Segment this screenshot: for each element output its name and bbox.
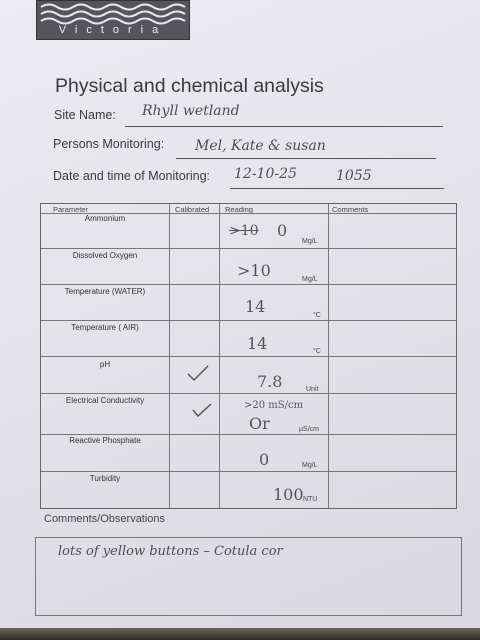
row-divider — [41, 356, 456, 357]
reading-electrical-conductivity[interactable]: >20 mS/cm — [244, 400, 304, 411]
unit-ph: Unit — [306, 386, 319, 393]
row-divider — [41, 284, 456, 285]
unit-reactive-phosphate: Mg/L — [302, 462, 318, 469]
unit-turbidity: NTU — [303, 496, 318, 503]
param-ammonium: Ammonium — [84, 214, 126, 223]
time-value[interactable]: 1055 — [336, 168, 372, 184]
reading-ammonium[interactable]: 0 — [277, 221, 288, 240]
unit-electrical-conductivity: µS/cm — [299, 426, 319, 433]
form-title: Physical and chemical analysis — [55, 75, 324, 97]
reading-dissolved-oxygen[interactable]: >10 — [237, 261, 271, 280]
row-divider — [41, 471, 456, 472]
param-turbidity: Turbidity — [89, 474, 121, 483]
unit-dissolved-oxygen: Mg/L — [302, 276, 318, 283]
reading-temperature-air[interactable]: 14 — [247, 334, 268, 353]
comments-value[interactable]: lots of yellow buttons – Cotula cor — [58, 544, 283, 559]
site-name-value[interactable]: Rhyll wetland — [142, 103, 240, 119]
analysis-table — [40, 203, 457, 509]
row-divider — [41, 393, 456, 394]
row-divider — [41, 248, 456, 249]
site-name-line — [125, 126, 443, 127]
param-temperature-air: Temperature ( AIR) — [71, 323, 139, 332]
persons-label: Persons Monitoring: — [53, 137, 165, 151]
persons-value[interactable]: Mel, Kate & susan — [195, 138, 326, 154]
unit-temperature-water: °C — [313, 312, 321, 319]
reading-reactive-phosphate[interactable]: 0 — [259, 450, 270, 469]
comments-label: Comments/Observations — [44, 513, 166, 525]
logo-text: Victoria — [58, 24, 168, 36]
header-comments: Comments — [332, 205, 369, 214]
param-ph: pH — [99, 360, 111, 369]
reading-ph[interactable]: 7.8 — [257, 372, 283, 391]
row-divider — [41, 320, 456, 321]
reading-ammonium-struck: >10 — [229, 223, 259, 239]
reading-turbidity[interactable]: 100 — [273, 485, 304, 504]
datetime-line — [230, 188, 444, 189]
comments-box[interactable] — [35, 537, 462, 616]
header-reading: Reading — [225, 205, 253, 214]
calibrated-tick-icon — [191, 402, 213, 418]
reading-electrical-conductivity-alt[interactable]: Or — [249, 414, 270, 433]
param-reactive-phosphate: Reactive Phosphate — [69, 436, 141, 445]
datetime-label: Date and time of Monitoring: — [53, 169, 211, 183]
site-name-label: Site Name: — [54, 108, 116, 122]
calibrated-tick-icon — [186, 364, 210, 382]
row-divider — [41, 434, 456, 435]
param-electrical-conductivity: Electrical Conductivity — [65, 396, 145, 405]
unit-ammonium: Mg/L — [302, 238, 318, 245]
header-calibrated: Calibrated — [175, 205, 210, 214]
header-parameter: Parameter — [53, 205, 89, 214]
param-dissolved-oxygen: Dissolved Oxygen — [72, 251, 138, 260]
persons-line — [176, 158, 436, 159]
param-temperature-water: Temperature (WATER) — [64, 287, 146, 296]
desk-surface — [0, 628, 480, 640]
unit-temperature-air: °C — [313, 348, 321, 355]
reading-temperature-water[interactable]: 14 — [245, 297, 266, 316]
date-value[interactable]: 12-10-25 — [234, 166, 297, 182]
victoria-logo — [36, 0, 190, 40]
